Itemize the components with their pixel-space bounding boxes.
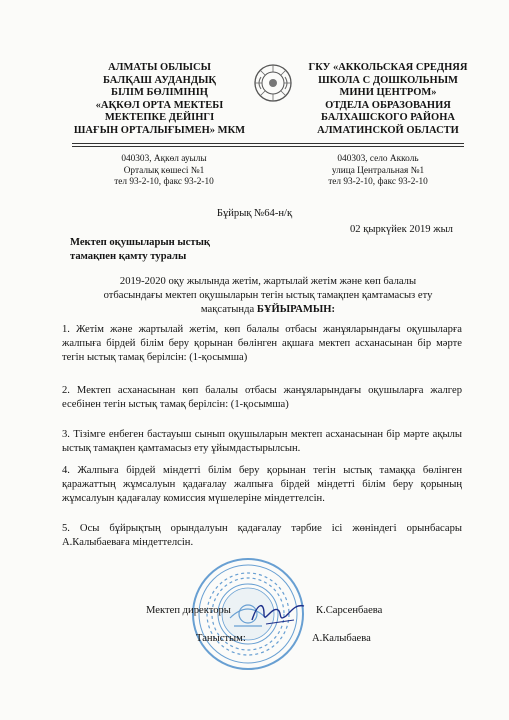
address-left [94,154,234,189]
order-preamble [72,275,464,317]
order-title [70,236,210,264]
command-word: БҰЙЫРАМЫН: [256,304,336,315]
order-number: Бұйрық №64-н/қ [216,208,293,219]
address-line: 040303, Ақкөл ауылы [121,154,207,164]
header-right-line: ГКУ «АККОЛЬСКАЯ СРЕДНЯЯ [308,62,468,73]
header-right-russian [296,62,480,137]
order-item-5: 5. Осы бұйрықтың орындалуын қадағалау тәрбие ісі жөніндегі орынбасары А.Калыбаевағa міндеттелсін. [62,523,462,548]
header-left-line: ШАҒЫН ОРТАЛЫҒЫМЕН» МКМ [73,124,246,136]
coat-of-arms-icon [253,63,293,103]
order-title-line: Мектеп оқушыларын ыстық [70,237,210,248]
header-right-line: МИНИ ЦЕНТРОМ» [339,87,437,98]
header-right-line: БАЛХАШСКОГО РАЙОНА [321,112,455,123]
order-item-4: 4. Жалпыға бірдей міндетті білім беру қорынан тегін ыстық тамаққа бөлінген қаражаттың жұмсалуын қадағалау жалпыға бірдей міндетті білім беру қорының жұмсалуын қадағалау комиссия мүшелеріне міндеттелсін. [62,465,462,504]
header-right-line: ШКОЛА С ДОШКОЛЬНЫМ [318,74,458,86]
preamble-line [72,303,464,317]
address-line: Орталық көшесі №1 [123,165,205,176]
address-line: 040303, село Акколь [337,154,419,164]
address-line: тел 93-2-10, факс 93-2-10 [114,177,214,187]
address-right [308,154,448,189]
header-left-line: МЕКТЕПКЕ ДЕЙІНГІ [104,112,215,123]
director-label: Мектеп директоры [146,605,231,616]
header-left-line: «АҚКӨЛ ОРТА МЕКТЕБІ [95,99,224,111]
order-item-2: 2. Мектеп асханасынан көп балалы отбасы жанұяларындағы оқушыларға жалгер есебінен тегін ыстық тамақ берілсін: (1-қосымша) [62,385,462,410]
order-item-1: 1. Жетім және жартылай жетім, көп балалы отбасы жанұяларындағы оқушыларға жалпыға бірдей білім беру қорынан бөлінген ақшаға мектеп асханасынан бір мәрте тегін ыстық тамақ берілсін: (1-қосымша) [62,324,462,363]
header-left-line: БІЛІМ БӨЛІМІНІҢ [111,87,208,98]
header-divider [72,146,464,147]
director-name: К.Сарсенбаева [316,605,383,616]
preamble-line: 2019-2020 оқу жылында жетім, жартылай жетім және көп балалы [119,276,417,287]
order-date: 02 қыркүйек 2019 жыл [350,224,453,235]
preamble-line: отбасындағы мектеп оқушыларын тегін ыстық тамақпен қамтамасыз ету [103,290,433,301]
header-left-line: БАЛҚАШ АУДАНДЫҚ [103,74,216,86]
header-divider [72,143,464,144]
order-title-line: тамақпен қамту туралы [70,251,187,262]
address-line: тел 93-2-10, факс 93-2-10 [328,177,428,187]
order-item-3: 3. Тізімге енбеген бастауыш сынып оқушыларын мектеп асханасынан бір мәрте ақылы ыстық тамақпен қамтамасыз ету ұйымдастырылсын. [62,429,462,454]
signature-icon [248,596,308,630]
header-right-line: АЛМАТИНСКОЙ ОБЛАСТИ [317,124,459,136]
address-line: улица Центральная №1 [331,165,425,176]
acquainted-label: Таныстым: [196,633,246,644]
header-left-kazakh [72,62,247,137]
header-right-line: ОТДЕЛА ОБРАЗОВАНИЯ [325,99,451,111]
acquainted-name: А.Калыбаева [312,633,371,644]
preamble-text: мақсатында [200,304,257,315]
header-left-line: АЛМАТЫ ОБЛЫСЫ [108,62,211,73]
